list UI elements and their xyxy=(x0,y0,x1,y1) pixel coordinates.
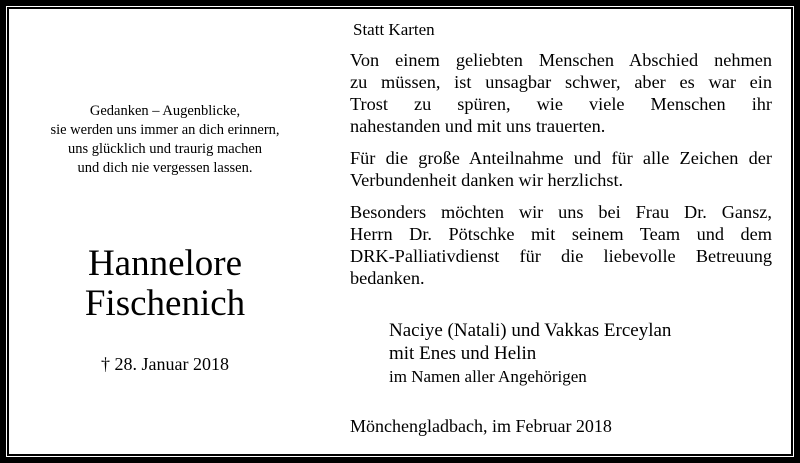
place-date: Mönchengladbach, im Februar 2018 xyxy=(350,416,612,436)
text-line: DRK-Palliativdienst für die liebevolle Betreuung xyxy=(350,246,772,266)
first-name: Hannelore xyxy=(87,243,243,284)
text-line: Trost zu spüren, wie viele Menschen ihr xyxy=(350,94,772,114)
poem-line: uns glücklich und traurig machen xyxy=(67,141,263,157)
text-line: Herrn Dr. Pötschke mit seinem Team und dem xyxy=(350,224,772,244)
text-line: zu müssen, ist unsagbar schwer, aber es war ein xyxy=(350,72,772,92)
paragraph-thanks xyxy=(350,147,772,191)
paragraph-special-thanks xyxy=(350,201,772,289)
poem-line: und dich nie vergessen lassen. xyxy=(77,160,253,176)
text-line: Von einem geliebten Menschen Abschied nehmen xyxy=(350,50,772,70)
text-line: Für die große Anteilnahme und für alle Zeichen der xyxy=(350,148,772,168)
signature-line: Naciye (Natali) und Vakkas Erceylan xyxy=(389,320,672,341)
text-line: Verbundenheit danken wir herzlichst. xyxy=(350,170,624,190)
death-date: † 28. Januar 2018 xyxy=(101,354,229,374)
text-line: Besonders möchten wir uns bei Frau Dr. Gansz, xyxy=(350,202,772,222)
poem-line: sie werden uns immer an dich erinnern, xyxy=(50,122,280,138)
text-line: nahestanden und mit uns trauerten. xyxy=(350,116,606,136)
notice-heading: Statt Karten xyxy=(353,20,435,39)
poem-line: Gedanken – Augenblicke, xyxy=(89,103,241,119)
paragraph-farewell xyxy=(350,49,772,137)
text-line: bedanken. xyxy=(350,268,425,288)
last-name: Fischenich xyxy=(84,283,246,324)
signature-block xyxy=(389,320,671,389)
signature-line: mit Enes und Helin xyxy=(389,342,537,364)
memorial-poem xyxy=(30,102,300,178)
signature-line: im Namen aller Angehörigen xyxy=(389,367,587,386)
deceased-name xyxy=(20,244,310,324)
